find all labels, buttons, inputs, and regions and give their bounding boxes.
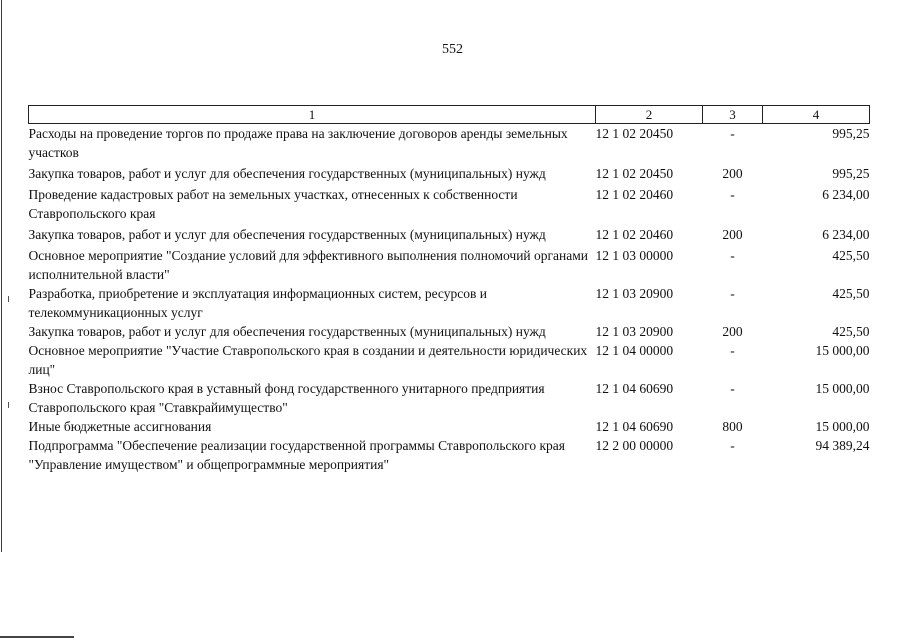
row-sum: 6 234,00 — [822, 227, 870, 242]
column-header-sum: 4 — [763, 106, 870, 124]
column-header-type: 3 — [703, 106, 763, 124]
table-row — [29, 225, 870, 246]
budget-table — [28, 105, 870, 474]
row-name: Взнос Ставропольского края в уставный фонд государственного унитарного предприятия Ставропольского края "Ставкрайимущество" — [28, 381, 545, 415]
row-code: 12 1 04 00000 — [595, 343, 674, 358]
row-type: - — [730, 248, 735, 263]
row-sum: 6 234,00 — [822, 187, 870, 202]
row-code: 12 1 02 20460 — [595, 187, 674, 202]
row-type: 200 — [722, 324, 743, 339]
row-name: Проведение кадастровых работ на земельных участках, отнесенных к собственности Ставропольского края — [28, 187, 518, 221]
row-name: Основное мероприятие "Создание условий для эффективного выполнения полномочий органами исполнительной власти" — [28, 248, 589, 282]
row-type: - — [730, 381, 735, 396]
table-row — [29, 246, 870, 284]
row-name: Разработка, приобретение и эксплуатация информационных систем, ресурсов и телекоммуникационных услуг — [28, 286, 487, 320]
row-sum: 995,25 — [832, 126, 870, 141]
page-number: 552 — [442, 42, 463, 57]
row-sum: 15 000,00 — [815, 343, 870, 358]
row-type: - — [730, 187, 735, 202]
table-row — [29, 417, 870, 436]
table-row — [29, 284, 870, 322]
row-type: 200 — [722, 166, 743, 181]
table-row — [29, 124, 870, 165]
row-code: 12 1 02 20460 — [595, 227, 674, 242]
row-name: Закупка товаров, работ и услуг для обеспечения государственных (муниципальных) нужд — [28, 324, 546, 339]
column-header-name: 1 — [29, 106, 596, 124]
row-name: Закупка товаров, работ и услуг для обеспечения государственных (муниципальных) нужд — [28, 166, 546, 181]
row-type: 800 — [722, 419, 743, 434]
row-sum: 995,25 — [832, 166, 870, 181]
table-row — [29, 341, 870, 379]
row-name: Расходы на проведение торгов по продаже права на заключение договоров аренды земельных участков — [28, 126, 568, 160]
row-name: Иные бюджетные ассигнования — [28, 419, 212, 434]
row-code: 12 1 03 20900 — [595, 324, 674, 339]
table-row — [29, 379, 870, 417]
row-code: 12 1 02 20450 — [595, 126, 674, 141]
table-row — [29, 185, 870, 225]
row-code: 12 1 04 60690 — [595, 381, 674, 396]
row-name: Основное мероприятие "Участие Ставропольского края в создании и деятельности юридических лиц" — [28, 343, 588, 377]
row-type: - — [730, 286, 735, 301]
table-row — [29, 436, 870, 474]
row-type: - — [730, 126, 735, 141]
row-sum: 15 000,00 — [815, 419, 870, 434]
row-code: 12 1 03 20900 — [595, 286, 674, 301]
header-row — [29, 106, 870, 124]
scan-mark — [8, 402, 9, 408]
row-type: - — [730, 343, 735, 358]
scan-mark — [8, 296, 9, 302]
row-code: 12 1 02 20450 — [595, 166, 674, 181]
row-type: 200 — [722, 227, 743, 242]
page-left-edge-line — [1, 0, 2, 552]
row-sum: 425,50 — [832, 324, 870, 339]
page-bottom-rule — [0, 636, 74, 638]
row-code: 12 1 04 60690 — [595, 419, 674, 434]
table-row — [29, 322, 870, 341]
column-header-code: 2 — [596, 106, 703, 124]
table-row — [29, 164, 870, 185]
row-sum: 15 000,00 — [815, 381, 870, 396]
row-sum: 425,50 — [832, 286, 870, 301]
row-code: 12 2 00 00000 — [595, 438, 674, 453]
row-sum: 94 389,24 — [815, 438, 870, 453]
row-type: - — [730, 438, 735, 453]
row-sum: 425,50 — [832, 248, 870, 263]
row-name: Подпрограмма "Обеспечение реализации государственной программы Ставропольского края "Управление имуществом" и общепрограммные мероприятия" — [28, 438, 565, 472]
row-name: Закупка товаров, работ и услуг для обеспечения государственных (муниципальных) нужд — [28, 227, 546, 242]
row-code: 12 1 03 00000 — [595, 248, 674, 263]
